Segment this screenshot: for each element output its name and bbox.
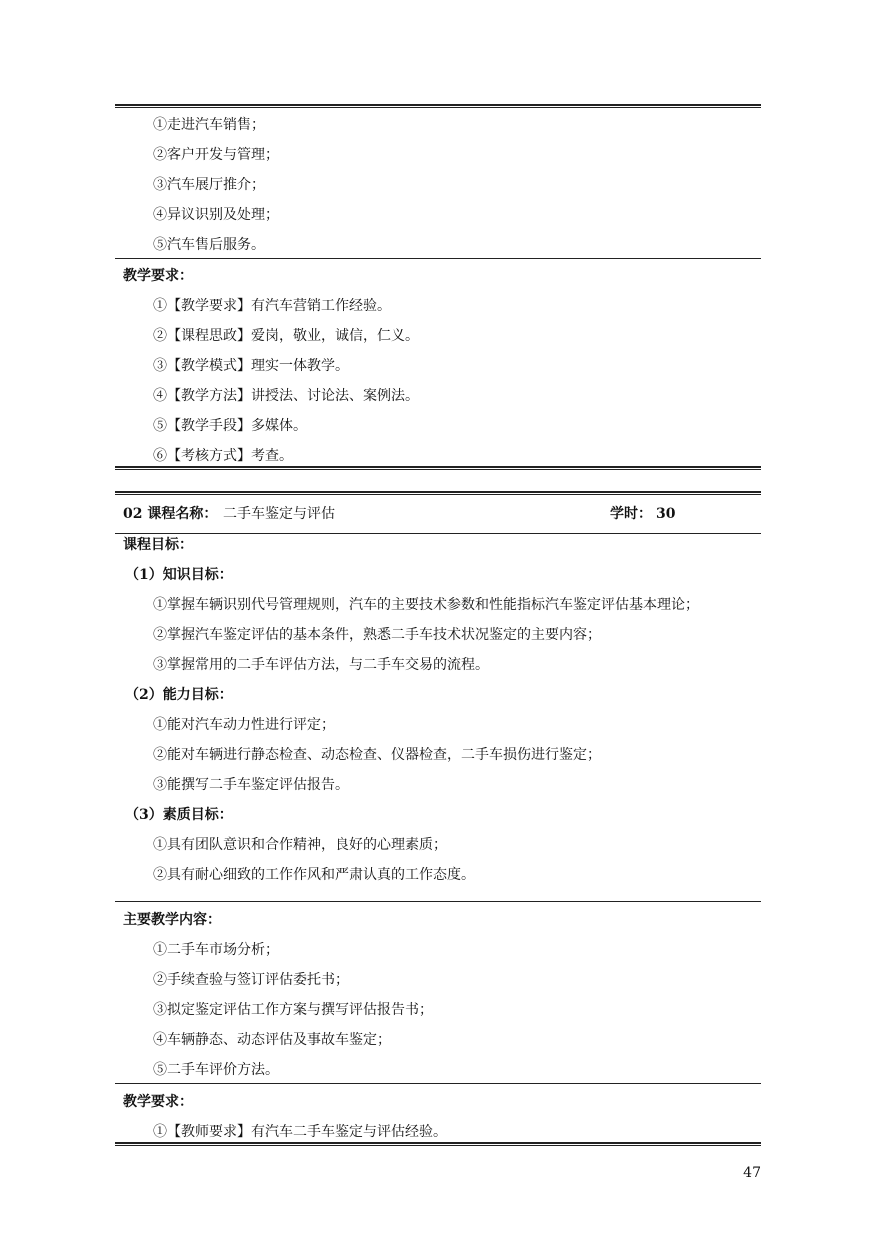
list-item: ③汽车展厅推介； xyxy=(153,177,265,193)
main-content-section xyxy=(115,905,761,1085)
list-item: ②【课程思政】爱岗，敬业，诚信，仁义。 xyxy=(153,328,419,344)
row-divider xyxy=(115,1083,761,1084)
list-item: ③能撰写二手车鉴定评估报告。 xyxy=(153,777,349,793)
section-heading: 教学要求： xyxy=(123,268,193,284)
table-bottom-border xyxy=(115,1142,761,1146)
section-heading: 课程目标： xyxy=(123,537,193,553)
table-top-border xyxy=(115,104,761,108)
list-item: ③掌握常用的二手车评估方法，与二手车交易的流程。 xyxy=(153,657,489,673)
list-item: ①具有团队意识和合作精神，良好的心理素质； xyxy=(153,837,447,853)
teaching-requirements-section xyxy=(115,1087,761,1147)
page-number: 47 xyxy=(743,1165,761,1181)
list-item: ①走进汽车销售； xyxy=(153,117,265,133)
row-divider xyxy=(115,901,761,902)
list-item: ①【教师要求】有汽车二手车鉴定与评估经验。 xyxy=(153,1124,447,1140)
list-item: ④【教学方法】讲授法、讨论法、案例法。 xyxy=(153,388,419,404)
list-item: ②客户开发与管理； xyxy=(153,147,279,163)
list-item: ②掌握汽车鉴定评估的基本条件，熟悉二手车技术状况鉴定的主要内容； xyxy=(153,627,601,643)
course-objectives-section xyxy=(115,530,761,890)
list-item: ⑥【考核方式】考查。 xyxy=(153,448,293,464)
list-item: ①能对汽车动力性进行评定； xyxy=(153,717,335,733)
subsection-heading: （3）素质目标： xyxy=(125,807,233,823)
section-heading: 教学要求： xyxy=(123,1094,193,1110)
teaching-requirements-section xyxy=(115,261,761,471)
list-item: ①掌握车辆识别代号管理规则，汽车的主要技术参数和性能指标汽车鉴定评估基本理论； xyxy=(153,597,699,613)
list-item: ④车辆静态、动态评估及事故车鉴定； xyxy=(153,1032,391,1048)
table-top-border xyxy=(115,491,761,495)
list-item: ④异议识别及处理； xyxy=(153,207,279,223)
row-divider xyxy=(115,258,761,259)
course-hours-label: 学时： xyxy=(610,506,652,522)
section-heading: 主要教学内容： xyxy=(123,912,221,928)
list-item: ③【教学模式】理实一体教学。 xyxy=(153,358,349,374)
course-name-label: 02 课程名称： xyxy=(123,506,218,522)
list-item: ⑤汽车售后服务。 xyxy=(153,237,265,253)
list-item: ⑤【教学手段】多媒体。 xyxy=(153,418,307,434)
course-content-list xyxy=(115,110,761,260)
list-item: ②手续查验与签订评估委托书； xyxy=(153,972,349,988)
list-item: ①二手车市场分析； xyxy=(153,942,279,958)
course-hours-value: 30 xyxy=(656,506,676,522)
list-item: ③拟定鉴定评估工作方案与撰写评估报告书； xyxy=(153,1002,433,1018)
list-item: ②能对车辆进行静态检查、动态检查、仪器检查，二手车损伤进行鉴定； xyxy=(153,747,601,763)
table-bottom-border xyxy=(115,466,761,470)
subsection-heading: （1）知识目标： xyxy=(125,567,233,583)
subsection-heading: （2）能力目标： xyxy=(125,687,233,703)
course-header-row xyxy=(115,496,761,532)
list-item: ⑤二手车评价方法。 xyxy=(153,1062,279,1078)
list-item: ②具有耐心细致的工作作风和严肃认真的工作态度。 xyxy=(153,867,475,883)
list-item: ①【教学要求】有汽车营销工作经验。 xyxy=(153,298,391,314)
course-name-value: 二手车鉴定与评估 xyxy=(223,506,335,522)
